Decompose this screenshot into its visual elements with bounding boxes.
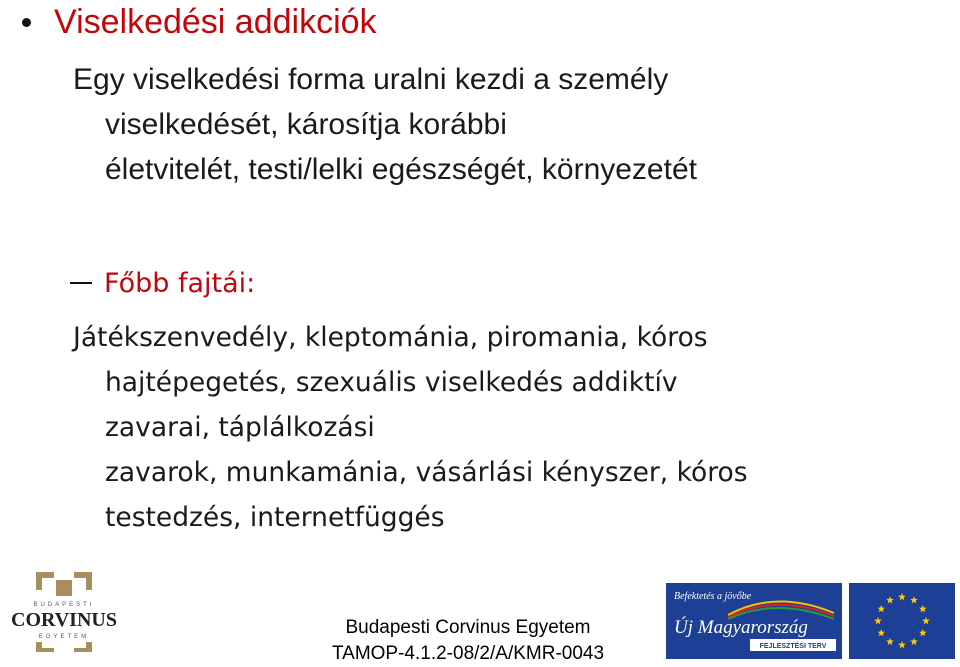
types-text bbox=[73, 315, 748, 540]
corvinus-logo-line1: BUDAPESTI bbox=[33, 602, 95, 608]
bullet-icon bbox=[22, 18, 31, 27]
types-line: zavarok, munkamánia, vásárlási kényszer, kóros bbox=[105, 457, 748, 488]
footer-university: Budapesti Corvinus Egyetem bbox=[345, 617, 591, 638]
footer-project-code: TAMOP-4.1.2-08/2/A/KMR-0043 bbox=[331, 643, 605, 664]
intro-text bbox=[73, 57, 697, 192]
corvinus-logo-line2: CORVINUS bbox=[11, 609, 117, 631]
corvinus-logo bbox=[0, 566, 128, 656]
corvinus-logo-line3: EGYETEM bbox=[38, 634, 90, 640]
subheading: Főbb fajtái: bbox=[104, 267, 256, 299]
intro-line: életvitelét, testi/lelki egészségét, környezetét bbox=[105, 153, 697, 186]
types-line: zavarai, táplálkozási bbox=[105, 412, 375, 443]
title-row bbox=[22, 0, 377, 44]
types-line: Játékszenvedély, kleptománia, piromania, kóros bbox=[73, 322, 708, 353]
subheading-row bbox=[70, 258, 255, 308]
slide-title: Viselkedési addikciók bbox=[54, 3, 377, 41]
intro-line: viselkedését, károsítja korábbi bbox=[105, 108, 507, 141]
ujm-name: Új Magyarország bbox=[674, 617, 808, 638]
ujm-subtitle: FEJLESZTÉSI TERV bbox=[759, 643, 827, 650]
footer-text bbox=[318, 615, 618, 667]
dash-icon bbox=[70, 282, 92, 284]
types-line: testedzés, internetfüggés bbox=[105, 502, 445, 533]
ujm-tagline: Befektetés a jövőbe bbox=[674, 591, 752, 602]
types-line: hajtépegetés, szexuális viselkedés addiktív bbox=[105, 367, 678, 398]
intro-line: Egy viselkedési forma uralni kezdi a személy bbox=[73, 63, 669, 96]
uj-magyarorszag-logo bbox=[666, 583, 842, 659]
eu-flag-icon bbox=[849, 583, 955, 659]
